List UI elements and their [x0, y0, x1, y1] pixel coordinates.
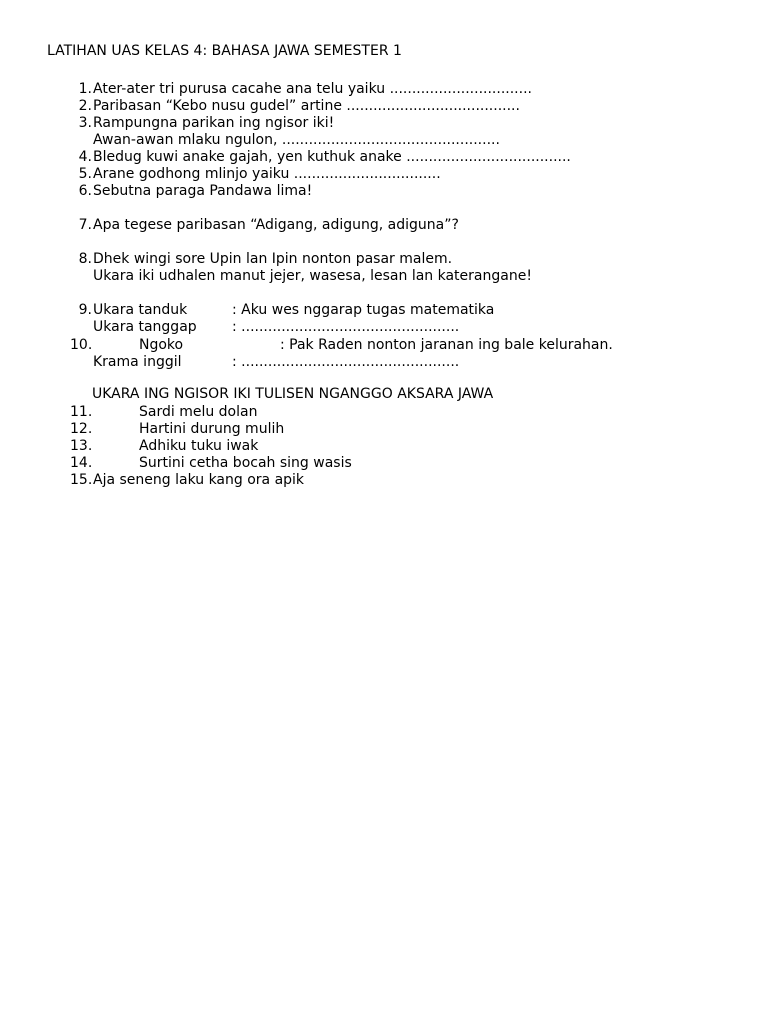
question-text: Rampungna parikan ing ngisor iki!: [93, 115, 335, 131]
item-number: 11.: [70, 404, 93, 420]
question-answer-line: : Aku wes nggarap tugas matematika: [232, 302, 495, 318]
question-number: 8.: [78, 251, 92, 267]
question-number: 7.: [78, 217, 92, 233]
question-text: Ukara iki udhalen manut jejer, wasesa, lesan lan katerangane!: [93, 268, 532, 284]
question-label: Ukara tanduk: [93, 302, 188, 318]
item-text: Surtini cetha bocah sing wasis: [139, 455, 352, 471]
question-answer-line: : Pak Raden nonton jaranan ing bale kelurahan.: [280, 337, 613, 353]
question-label: Ukara tanggap: [93, 319, 197, 335]
question-number: 3.: [78, 115, 92, 131]
question-number: 4.: [78, 149, 92, 165]
item-number: 12.: [70, 421, 93, 437]
question-text: Bledug kuwi anake gajah, yen kuthuk anake .....................................: [93, 149, 571, 165]
item-text: Aja seneng laku kang ora apik: [93, 472, 305, 488]
question-number: 2.: [78, 98, 92, 114]
item-number: 15.: [70, 472, 93, 488]
question-text: Arane godhong mlinjo yaiku .................................: [93, 166, 441, 182]
question-label: Krama inggil: [93, 354, 182, 370]
question-answer-line: : .................................................: [232, 354, 460, 370]
question-number: 6.: [78, 183, 92, 199]
question-text: Paribasan “Kebo nusu gudel” artine .......................................: [93, 98, 520, 114]
question-label: Ngoko: [139, 337, 184, 353]
question-text: Ater-ater tri purusa cacahe ana telu yaiku ................................: [93, 81, 532, 97]
document-title: LATIHAN UAS KELAS 4: BAHASA JAWA SEMESTER 1: [47, 43, 402, 59]
item-text: Adhiku tuku iwak: [139, 438, 259, 454]
question-number: 1.: [78, 81, 92, 97]
question-text: Apa tegese paribasan “Adigang, adigung, adiguna”?: [93, 217, 459, 233]
question-number: 5.: [78, 166, 92, 182]
item-text: Hartini durung mulih: [139, 421, 285, 437]
question-number: 9.: [78, 302, 92, 318]
section-title: UKARA ING NGISOR IKI TULISEN NGANGGO AKSARA JAWA: [92, 386, 494, 402]
item-text: Sardi melu dolan: [139, 404, 258, 420]
question-number: 10.: [70, 337, 93, 353]
item-number: 13.: [70, 438, 93, 454]
question-text: Sebutna paraga Pandawa lima!: [93, 183, 313, 199]
question-text: Awan-awan mlaku ngulon, .................................................: [93, 132, 500, 148]
item-number: 14.: [70, 455, 93, 471]
question-answer-line: : .................................................: [232, 319, 460, 335]
question-text: Dhek wingi sore Upin lan Ipin nonton pasar malem.: [93, 251, 453, 267]
